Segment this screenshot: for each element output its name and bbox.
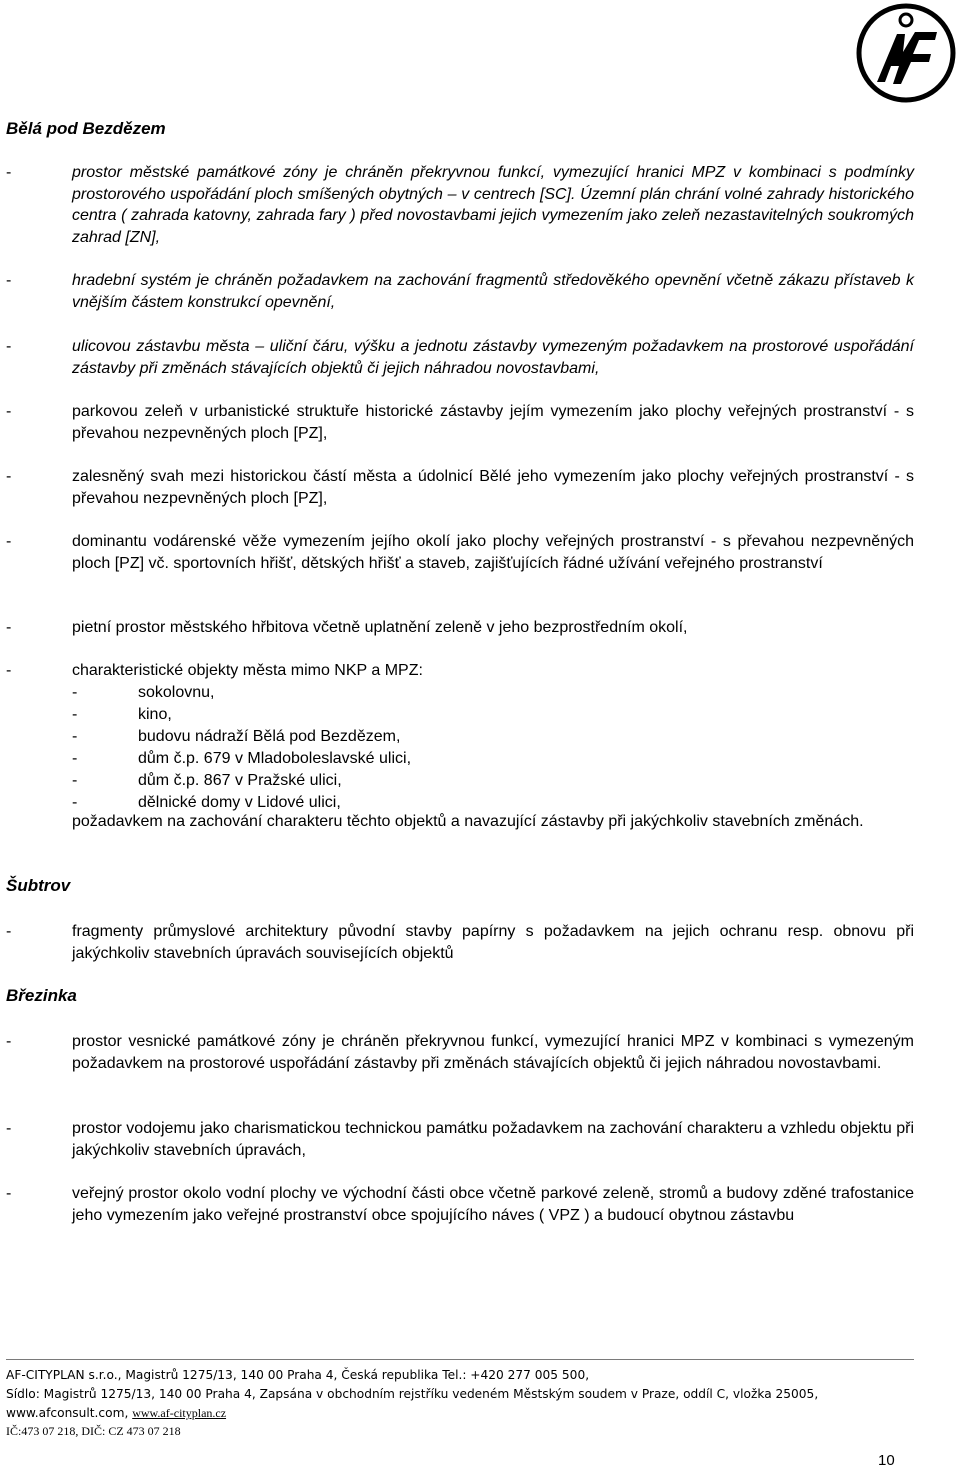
characteristic-outro: požadavkem na zachování charakteru těchto objektů a navazující zástavby při jakýchkoliv stavebních změnách. [72, 813, 864, 830]
footer-link-afcityplan[interactable]: www.af-cityplan.cz [132, 1406, 227, 1420]
section-heading-subtrov: Šubtrov [6, 876, 71, 895]
sublist-item [72, 726, 912, 748]
list-dash: - [6, 164, 12, 181]
list-dash: - [72, 750, 78, 767]
list-item-text: prostor vodojemu jako charismatickou technickou památku požadavkem na zachování charakteru a vzhledu objektu při jakýchkoliv stavebních úpravách, [72, 1120, 914, 1159]
list-dash: - [72, 684, 78, 701]
sublist-item-text: dům č.p. 679 v Mladoboleslavské ulici, [138, 750, 412, 767]
list-dash: - [6, 338, 12, 355]
list-item-text: pietní prostor městského hřbitova včetně uplatnění zeleně v jeho bezprostředním okolí, [72, 619, 688, 636]
characteristic-sublist [72, 682, 912, 814]
list-item-text: prostor městské památkové zóny je chráněn překryvnou funkcí, vymezující hranici MPZ v kombinaci s podmínky prostorového uspořádání ploch smíšených obytných – v centrech [SC]. Územní plán chrání volné zahrady historického centra ( zahrada katovny, zahrada fary ) před novostavbami jejich vymezením jako zeleň nezastavitelných soukromých zahrad [ZN], [72, 164, 914, 246]
list-item-text: veřejný prostor okolo vodní plochy ve východní části obce včetně parkové zeleně, stromů a budovy zděné trafostanice jeho vymezením jako veřejné prostranství obce spojujícího náves ( VPZ ) a budoucí obytnou zástavbu [72, 1185, 914, 1224]
list-dash: - [6, 923, 12, 940]
list-dash: - [6, 468, 12, 485]
sublist-item-text: budovu nádraží Bělá pod Bezdězem, [138, 728, 401, 745]
list-dash: - [72, 706, 78, 723]
footer-divider [6, 1359, 914, 1360]
sublist-item-text: kino, [138, 706, 172, 723]
page-number: 10 [878, 1452, 895, 1469]
list-item-text: dominantu vodárenské věže vymezením jejího okolí jako plochy veřejných prostranství - s převahou nezpevněných ploch [PZ] vč. sportovních hřišť, dětských hřišť a staveb, zajišťujících řádné užívání veřejného prostranství [72, 533, 914, 572]
list-dash: - [6, 403, 12, 420]
sublist-item [72, 770, 912, 792]
list-dash: - [6, 1033, 12, 1050]
section-heading-bela: Bělá pod Bezdězem [6, 119, 166, 138]
af-logo [855, 2, 957, 104]
sublist-item-text: dělnické domy v Lidové ulici, [138, 794, 341, 811]
footer [6, 1366, 916, 1440]
characteristic-intro: charakteristické objekty města mimo NKP a MPZ: [72, 662, 423, 679]
list-dash: - [72, 794, 78, 811]
sublist-item [72, 704, 912, 726]
list-item-text: hradební systém je chráněn požadavkem na zachování fragmentů středověkého opevnění včetně zákazu přístaveb k vnějším částem konstrukcí opevnění, [72, 272, 914, 311]
footer-line-seat: Sídlo: Magistrů 1275/13, 140 00 Praha 4, Zapsána v obchodním rejstříku vedeném Městským soudem v Praze, oddíl C, vložka 25005, [6, 1387, 819, 1401]
af-logo-icon [855, 2, 957, 104]
footer-link-afconsult[interactable]: www.afconsult.com [6, 1406, 125, 1420]
list-item-text: prostor vesnické památkové zóny je chráněn překryvnou funkcí, vymezující hranici MPZ v kombinaci s vymezeným požadavkem na prostorové uspořádání zástavby při změnách stávajících objektů či jejich náhradou novostavbami. [72, 1033, 914, 1072]
list-dash: - [6, 533, 12, 550]
sublist-item-text: sokolovnu, [138, 684, 215, 701]
list-dash: - [72, 772, 78, 789]
list-dash: - [6, 1185, 12, 1202]
list-dash: - [6, 272, 12, 289]
section-heading-brezinka: Březinka [6, 986, 77, 1005]
list-item-text: ulicovou zástavbu města – uliční čáru, výšku a jednotu zástavby vymezeným požadavkem na prostorové uspořádání zástavby při změnách stávajících objektů či jejich náhradou novostavbami, [72, 338, 914, 377]
list-dash: - [6, 619, 12, 636]
list-dash: - [72, 728, 78, 745]
footer-line-ids: IČ:473 07 218, DIČ: CZ 473 07 218 [6, 1424, 181, 1438]
sublist-item [72, 748, 912, 770]
list-dash: - [6, 1120, 12, 1137]
list-item-text: zalesněný svah mezi historickou částí města a údolnicí Bělé jeho vymezením jako plochy veřejných prostranství - s převahou nezpevněných ploch [PZ], [72, 468, 914, 507]
list-item-text: parkovou zeleň v urbanistické struktuře historické zástavby jejím vymezením jako plochy veřejných prostranství - s převahou nezpevněných ploch [PZ], [72, 403, 914, 442]
list-dash: - [6, 662, 12, 679]
sublist-item-text: dům č.p. 867 v Pražské ulici, [138, 772, 342, 789]
sublist-item [72, 682, 912, 704]
footer-line-company: AF-CITYPLAN s.r.o., Magistrů 1275/13, 140 00 Praha 4, Česká republika Tel.: +420 277 005 500, [6, 1368, 590, 1382]
footer-line-web: www.afconsult.com, www.af-cityplan.cz [6, 1406, 227, 1420]
list-item-text: fragmenty průmyslové architektury původní stavby papírny s požadavkem na jejich ochranu resp. obnovu při jakýchkoliv stavebních úpravách souvisejících objektů [72, 923, 914, 962]
